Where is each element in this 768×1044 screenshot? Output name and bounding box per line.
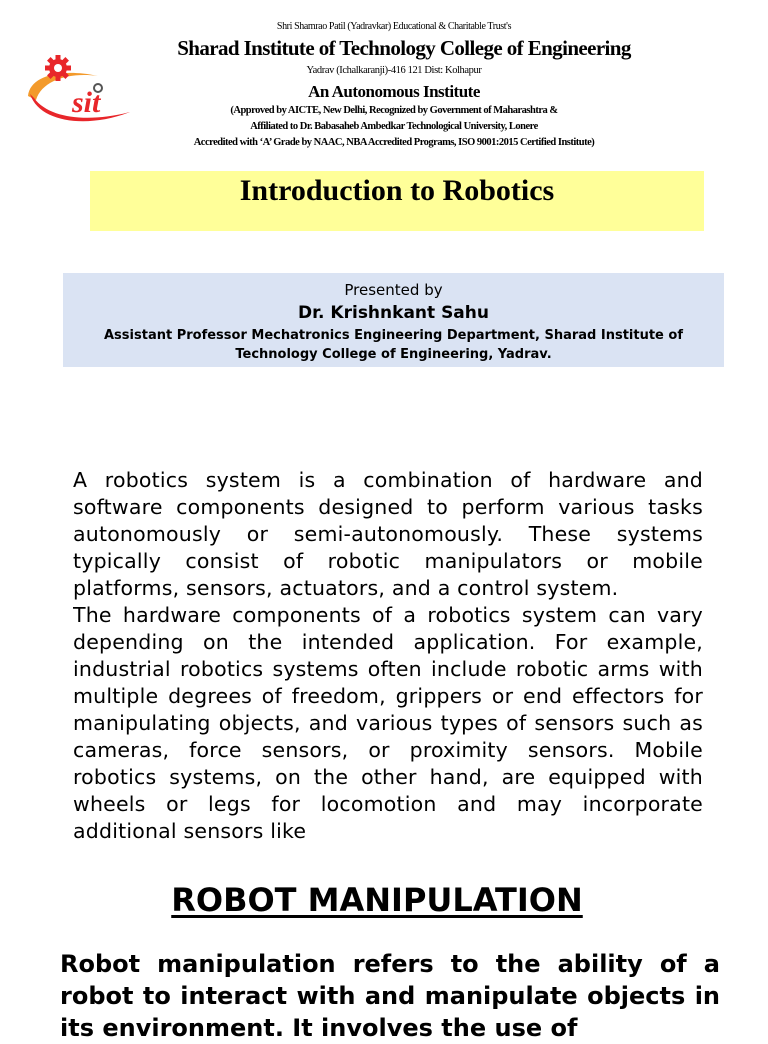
presenter-name: Dr. Krishnkant Sahu xyxy=(297,303,489,323)
body-text xyxy=(73,467,703,864)
logo-text: sit xyxy=(72,86,101,119)
sit-logo xyxy=(20,50,140,130)
autonomous-label: An Autonomous Institute xyxy=(308,82,480,101)
presentation-title: Introduction to Robotics xyxy=(90,171,704,231)
section-heading xyxy=(0,881,754,919)
presented-by-label: Presented by xyxy=(344,281,443,299)
approval-line-3: Accredited with ‘A’ Grade by NAAC, NBA Accredited Programs, ISO 9001:2015 Certified Institute) xyxy=(193,137,595,148)
trust-name: Shri Shamrao Patil (Yadravkar) Educational & Charitable Trust's xyxy=(276,21,512,32)
gear-icon xyxy=(45,55,71,81)
presenter-panel xyxy=(63,273,724,367)
college-name: Sharad Institute of Technology College of Engineering xyxy=(177,36,631,60)
college-address: Yadrav (Ichalkaranji)-416 121 Dist: Kolhapur xyxy=(306,65,482,76)
paragraph-2: The hardware components of a robotics system can vary depending on the intended application. For example, industrial robotics systems often include robotic arms with multiple degrees of freedom, grippers or end effectors for manipulating objects, and various types of sensors such as cameras, force sensors, or proximity sensors. Mobile robotics systems, on the other hand, are equipped with wheels or legs for locomotion and may incorporate additional sensors like xyxy=(73,603,703,843)
paragraph-1: A robotics system is a combination of hardware and software components designed to perform various tasks autonomously or semi-autonomously. These systems typically consist of robotic manipulators or mobile platforms, sensors, actuators, and a control system. xyxy=(73,468,703,600)
section-text: Robot manipulation refers to the ability of a robot to interact with and manipulate objects in its environment. It involves the use of xyxy=(60,950,720,1042)
approval-line-2: Affiliated to Dr. Babasaheb Ambedkar Technological University, Lonere xyxy=(250,121,538,132)
approval-line-1: (Approved by AICTE, New Delhi, Recognized by Government of Maharashtra & xyxy=(230,105,558,116)
presenter-affiliation: Assistant Professor Mechatronics Engineering Department, Sharad Institute of Technology College of Engineering, Yadrav. xyxy=(104,328,683,362)
section-heading-text: ROBOT MANIPULATION xyxy=(171,881,583,919)
